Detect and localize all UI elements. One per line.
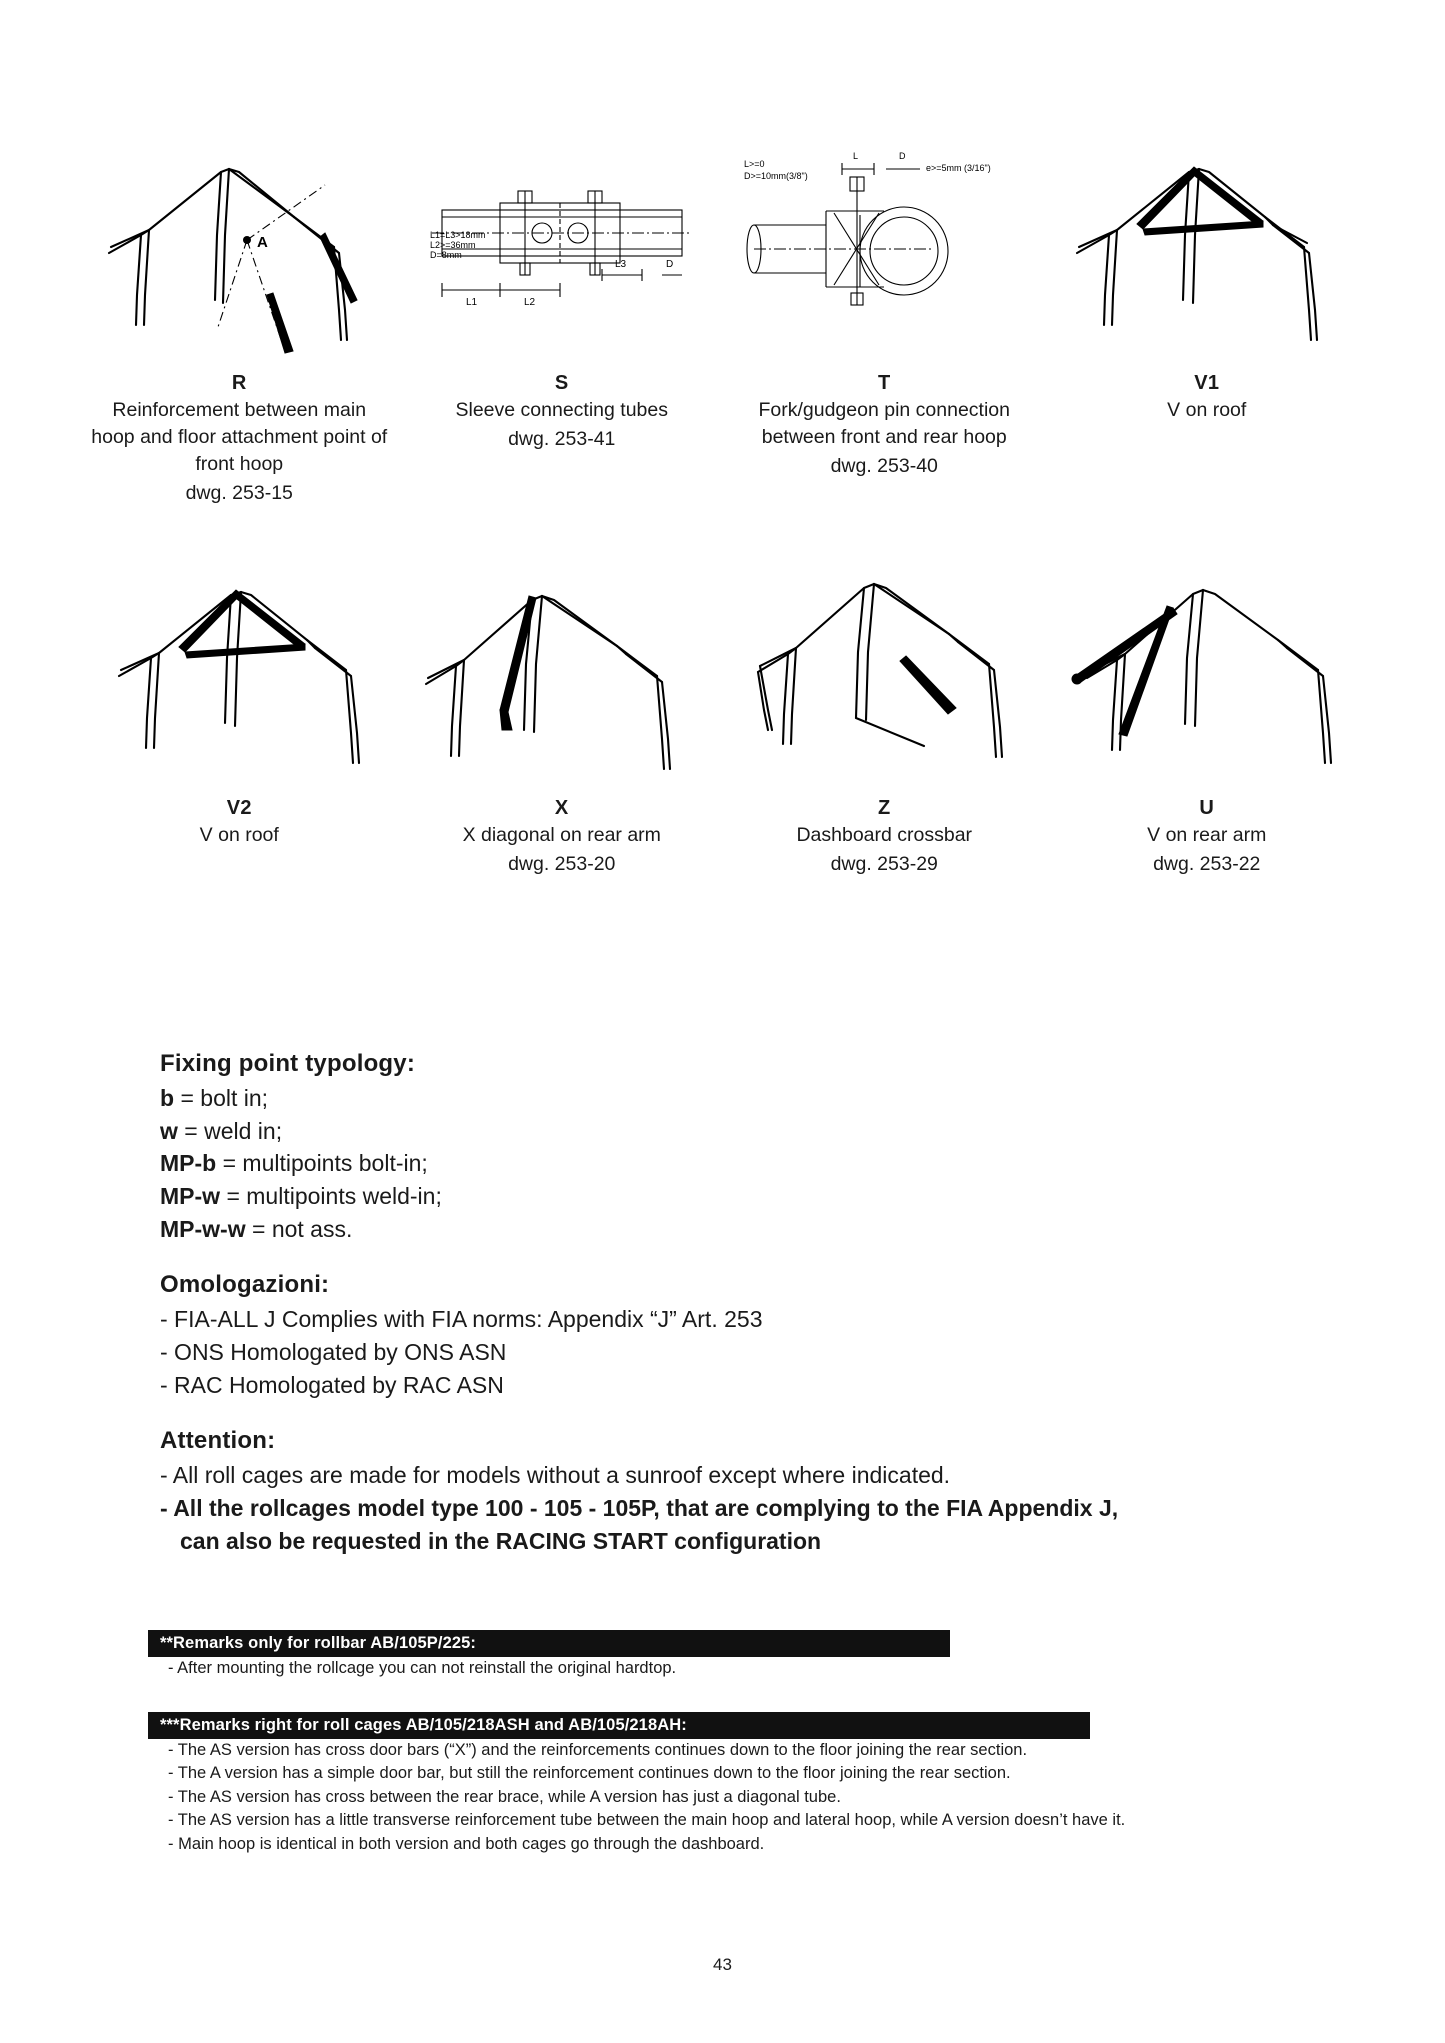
figure-Z-code: Z <box>877 797 891 819</box>
attention-item-2-line-2 <box>160 1525 1320 1558</box>
spacer-1 <box>160 1245 1320 1271</box>
figure-U-code: U <box>1199 797 1215 819</box>
svg-text:L>=0: L>=0 <box>744 159 765 169</box>
svg-text:e>=5mm (3/16"): e>=5mm (3/16") <box>926 163 991 173</box>
typology-text-mpw: = multipoints weld-in; <box>220 1182 442 1209</box>
omologazioni-item-3: - RAC Homologated by RAC ASN <box>160 1371 504 1398</box>
figure-Z-drawing <box>723 545 1046 785</box>
figure-T <box>723 120 1046 507</box>
typology-key-w: w <box>160 1117 178 1144</box>
figure-row-1 <box>78 120 1368 507</box>
figure-R <box>78 120 401 507</box>
typology-item-mpw <box>160 1180 1320 1213</box>
attention-item-1: - All roll cages are made for models without a sunroof except where indicated. <box>160 1462 951 1489</box>
typology-key-b: b <box>160 1085 175 1111</box>
figure-U-drawing <box>1046 545 1369 785</box>
figure-V1 <box>1046 120 1369 507</box>
figure-R-code: R <box>231 372 247 394</box>
figure-V2-drawing <box>78 545 401 785</box>
figure-Z-dwg: dwg. 253-29 <box>830 852 938 875</box>
figure-Z-caption: Dashboard crossbar <box>796 824 973 846</box>
figure-S-dwg: dwg. 253-41 <box>508 427 616 450</box>
page-number: 43 <box>713 1955 732 1974</box>
typology-item-b <box>160 1082 1320 1115</box>
svg-text:L2: L2 <box>523 297 535 308</box>
figure-U-dwg: dwg. 253-22 <box>1153 852 1261 875</box>
figure-X-dwg: dwg. 253-20 <box>508 852 616 875</box>
svg-text:L3: L3 <box>614 259 626 270</box>
figure-U-caption: V on rear arm <box>1147 824 1267 846</box>
typology-key-mpb: MP-b <box>160 1150 217 1177</box>
svg-text:L1=L3>18mm: L1=L3>18mm <box>429 230 486 240</box>
typology-text-mpb: = multipoints bolt-in; <box>216 1150 428 1177</box>
figure-S-drawing <box>401 120 724 360</box>
typology-item-mpb <box>160 1147 1320 1180</box>
typology-key-mpw: MP-w <box>160 1182 221 1209</box>
figure-V1-caption: V on roof <box>1167 399 1247 421</box>
spacer-2 <box>160 1401 1320 1427</box>
figure-V2-code: V2 <box>226 797 252 819</box>
figure-X-code: X <box>554 797 569 819</box>
svg-text:D=8mm: D=8mm <box>429 250 462 260</box>
svg-text:A: A <box>257 234 269 251</box>
figure-row-2 <box>78 545 1368 878</box>
remarks-2-item-2: - The A version has a simple door bar, but still the reinforcement continues down to the floor joining the rear section. <box>168 1764 1011 1783</box>
figure-U <box>1046 545 1369 878</box>
figure-T-caption: Fork/gudgeon pin connection between front and rear hoop <box>758 399 1010 448</box>
attention-heading: Attention: <box>160 1427 276 1455</box>
figure-V1-drawing <box>1046 120 1369 360</box>
typology-text-mpww: = not ass. <box>245 1215 353 1242</box>
omologazioni-item-2: - ONS Homologated by ONS ASN <box>160 1338 507 1365</box>
remarks-1-item-1: - After mounting the rollcage you can not reinstall the original hardtop. <box>168 1659 677 1677</box>
remarks-block-1 <box>148 1630 1328 1680</box>
figure-R-drawing <box>78 120 401 360</box>
remarks-2-item-4: - The AS version has a little transverse reinforcement tube between the main hoop and lateral hoop, while A version doesn’t have it. <box>168 1811 1126 1830</box>
figure-X-drawing <box>401 545 724 785</box>
svg-text:L2>=36mm: L2>=36mm <box>429 240 476 250</box>
typology-item-mpww <box>160 1213 1320 1246</box>
typology-key-mpww: MP-w-w <box>160 1215 246 1242</box>
remarks-2-title: ***Remarks right for roll cages AB/105/218ASH and AB/105/218AH: <box>148 1712 1090 1739</box>
text-content <box>160 1050 1320 1557</box>
remarks-block-2 <box>148 1712 1328 1856</box>
attention-item-2-line-2-text: can also be requested in the RACING START configuration <box>180 1527 822 1554</box>
figure-V1-code: V1 <box>1194 372 1220 394</box>
figure-S-code: S <box>554 372 569 394</box>
figure-T-dwg: dwg. 253-40 <box>830 454 938 477</box>
typology-text-w: = weld in; <box>177 1117 283 1144</box>
svg-text:D>=10mm(3/8"): D>=10mm(3/8") <box>744 171 808 181</box>
attention-item-2-line-1-text: - All the rollcages model type 100 - 105 - 105P, that are complying to the FIA Appendix J, <box>160 1494 1119 1521</box>
figure-V2-caption: V on roof <box>199 824 279 846</box>
figure-X-caption: X diagonal on rear arm <box>462 824 661 846</box>
figure-Z <box>723 545 1046 878</box>
typology-text-b: = bolt in; <box>174 1085 269 1111</box>
figure-R-dwg: dwg. 253-15 <box>185 481 293 504</box>
svg-text:D: D <box>899 151 906 161</box>
figure-T-drawing <box>723 120 1046 360</box>
figure-R-caption: Reinforcement between main hoop and floor attachment point of front hoop <box>91 399 388 475</box>
figure-V2 <box>78 545 401 878</box>
omologazioni-heading: Omologazioni: <box>160 1271 330 1299</box>
attention-item-2-line-1 <box>160 1492 1320 1525</box>
remarks-1-title: **Remarks only for rollbar AB/105P/225: <box>148 1630 950 1657</box>
svg-text:L1: L1 <box>465 297 477 308</box>
omologazioni-item-1: - FIA-ALL J Complies with FIA norms: Appendix “J” Art. 253 <box>160 1306 763 1333</box>
remarks-2-item-1: - The AS version has cross door bars (“X”) and the reinforcements continues down to the floor joining the rear section. <box>168 1741 1028 1759</box>
remarks-2-item-3: - The AS version has cross between the rear brace, while A version has just a diagonal tube. <box>168 1787 841 1806</box>
figure-S-caption: Sleeve connecting tubes <box>455 399 668 421</box>
figure-S <box>401 120 724 507</box>
figure-T-code: T <box>877 372 891 394</box>
figure-X <box>401 545 724 878</box>
typology-item-w <box>160 1115 1320 1148</box>
typology-heading: Fixing point typology: <box>160 1050 416 1077</box>
remarks-2-item-5: - Main hoop is identical in both version and both cages go through the dashboard. <box>168 1834 765 1853</box>
svg-text:D: D <box>665 259 673 270</box>
svg-text:L: L <box>853 151 859 161</box>
